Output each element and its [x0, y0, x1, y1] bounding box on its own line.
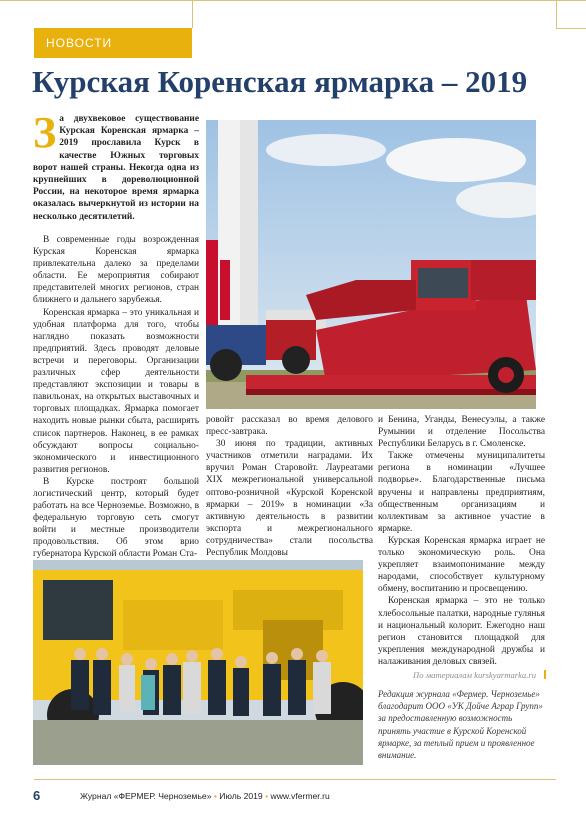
thanks-note: Редакция журнала «Фермер. Черноземье» благодарит ООО «УК Дойче Аграр Групп» за предоставленную возможность принять участие в Курской Коренской ярмарке, за теплый прием и проявленное внимание.: [378, 689, 543, 761]
page-number: 6: [33, 788, 41, 803]
group-photo: [33, 560, 363, 765]
issue-date: Июль 2019: [219, 791, 263, 801]
lead-text: а двухвековое существование Курская Коренская ярмарка – 2019 прославила Курск в качестве Южных торговых ворот нашей страны. Некогда одна из крупнейших в дореволюционной России, на некоторое время ярмарка оказалась вычеркнутой из истории на несколько десятилетий.: [33, 114, 199, 222]
tab-divider: [192, 0, 193, 28]
footer-separator: •: [265, 791, 269, 801]
frame-line: [556, 0, 557, 28]
section-label: НОВОСТИ: [46, 36, 113, 50]
paragraph: ровойт рассказал во время делового пресс-завтрака.: [206, 415, 373, 438]
source-credit: [396, 670, 546, 680]
footer-rule: [34, 779, 556, 780]
paragraph: В современные годы возрожденная Курская Коренская ярмарка привлекательна далеко за пределами области. Ее мероприятия собирают представителей многих регионов, стран ближнего и дальнего зарубежья.: [33, 235, 199, 306]
text-column-3: [378, 414, 545, 668]
website-link[interactable]: www.vfermer.ru: [270, 791, 330, 801]
paragraph: Коренская ярмарка – это уникальная и удобная платформа для того, чтобы наглядно показать возможности предприятий. Здесь проводят деловые встречи и переговоры. Организации различных сфер деятельности представляют экспозиции и товары в павильонах, на открытых выставочных и торговых площадках. Ярмарка помогает находить новые рынки сбыта, расширять список партнеров. Наконец, в ее рамках обсуждают вопросы социально-экономического и инвестиционного развития регионов.: [33, 307, 199, 475]
paragraph: Также отмечены муниципалитеты региона в номинации «Лучшее подворье». Благодарственные письма вручены и направлены предприятиям, общественным организациям и коллективам за активное участие в ярмарке.: [378, 451, 545, 534]
harvester-photo: [206, 120, 536, 409]
paragraph: 30 июня по традиции, активных участников отметили наградами. Их вручил Роман Старовойт. Лауреатами XIX межрегиональной универсальной оптово-розничной «Курской Коренской ярмарки – 2019» в номинации «За активную деятельность в развитии экспорта и межрегионального сотрудничества» стали посольства Республик Молдовы: [206, 439, 373, 559]
footer-info: [80, 791, 330, 801]
section-tab: [34, 28, 192, 58]
footer-separator: •: [213, 791, 217, 801]
drop-cap: З: [33, 108, 57, 157]
magazine-name: Журнал «ФЕРМЕР. Черноземье»: [80, 791, 212, 801]
source-mark: [544, 670, 546, 679]
paragraph: Коренская ярмарка – это не только хлебосольные палатки, народные гулянья и национальный колорит. Ежегодно наш регион становится площадкой для укрепления международной дружбы и налаживания деловых связей.: [378, 596, 545, 667]
frame-line: [556, 28, 586, 29]
top-rule: [0, 0, 586, 1]
text-column-2: [206, 414, 373, 559]
paragraph: и Бенина, Уганды, Венесуэлы, а также Румынии и отделение Посольства Республики Беларусь в г. Смоленске.: [378, 415, 545, 450]
article-title: Курская Коренская ярмарка – 2019: [32, 64, 528, 99]
source-text: По материалам kurskyarmarka.ru: [413, 670, 536, 680]
text-column-1: [33, 234, 199, 561]
article-lead: [33, 108, 199, 223]
paragraph: Курская Коренская ярмарка играет не только экономическую роль. Она укрепляет взаимопонимание между народами, способствует культурному обмену, воспитанию и просвещению.: [378, 535, 545, 595]
paragraph: В Курске построят большой логистический центр, который будет работать на все Черноземье. Возможно, в федеральную торговую сеть смогут войти и местные производители продовольствия. Об этом врио губернатора Курской области Роман Ста-: [33, 476, 199, 560]
